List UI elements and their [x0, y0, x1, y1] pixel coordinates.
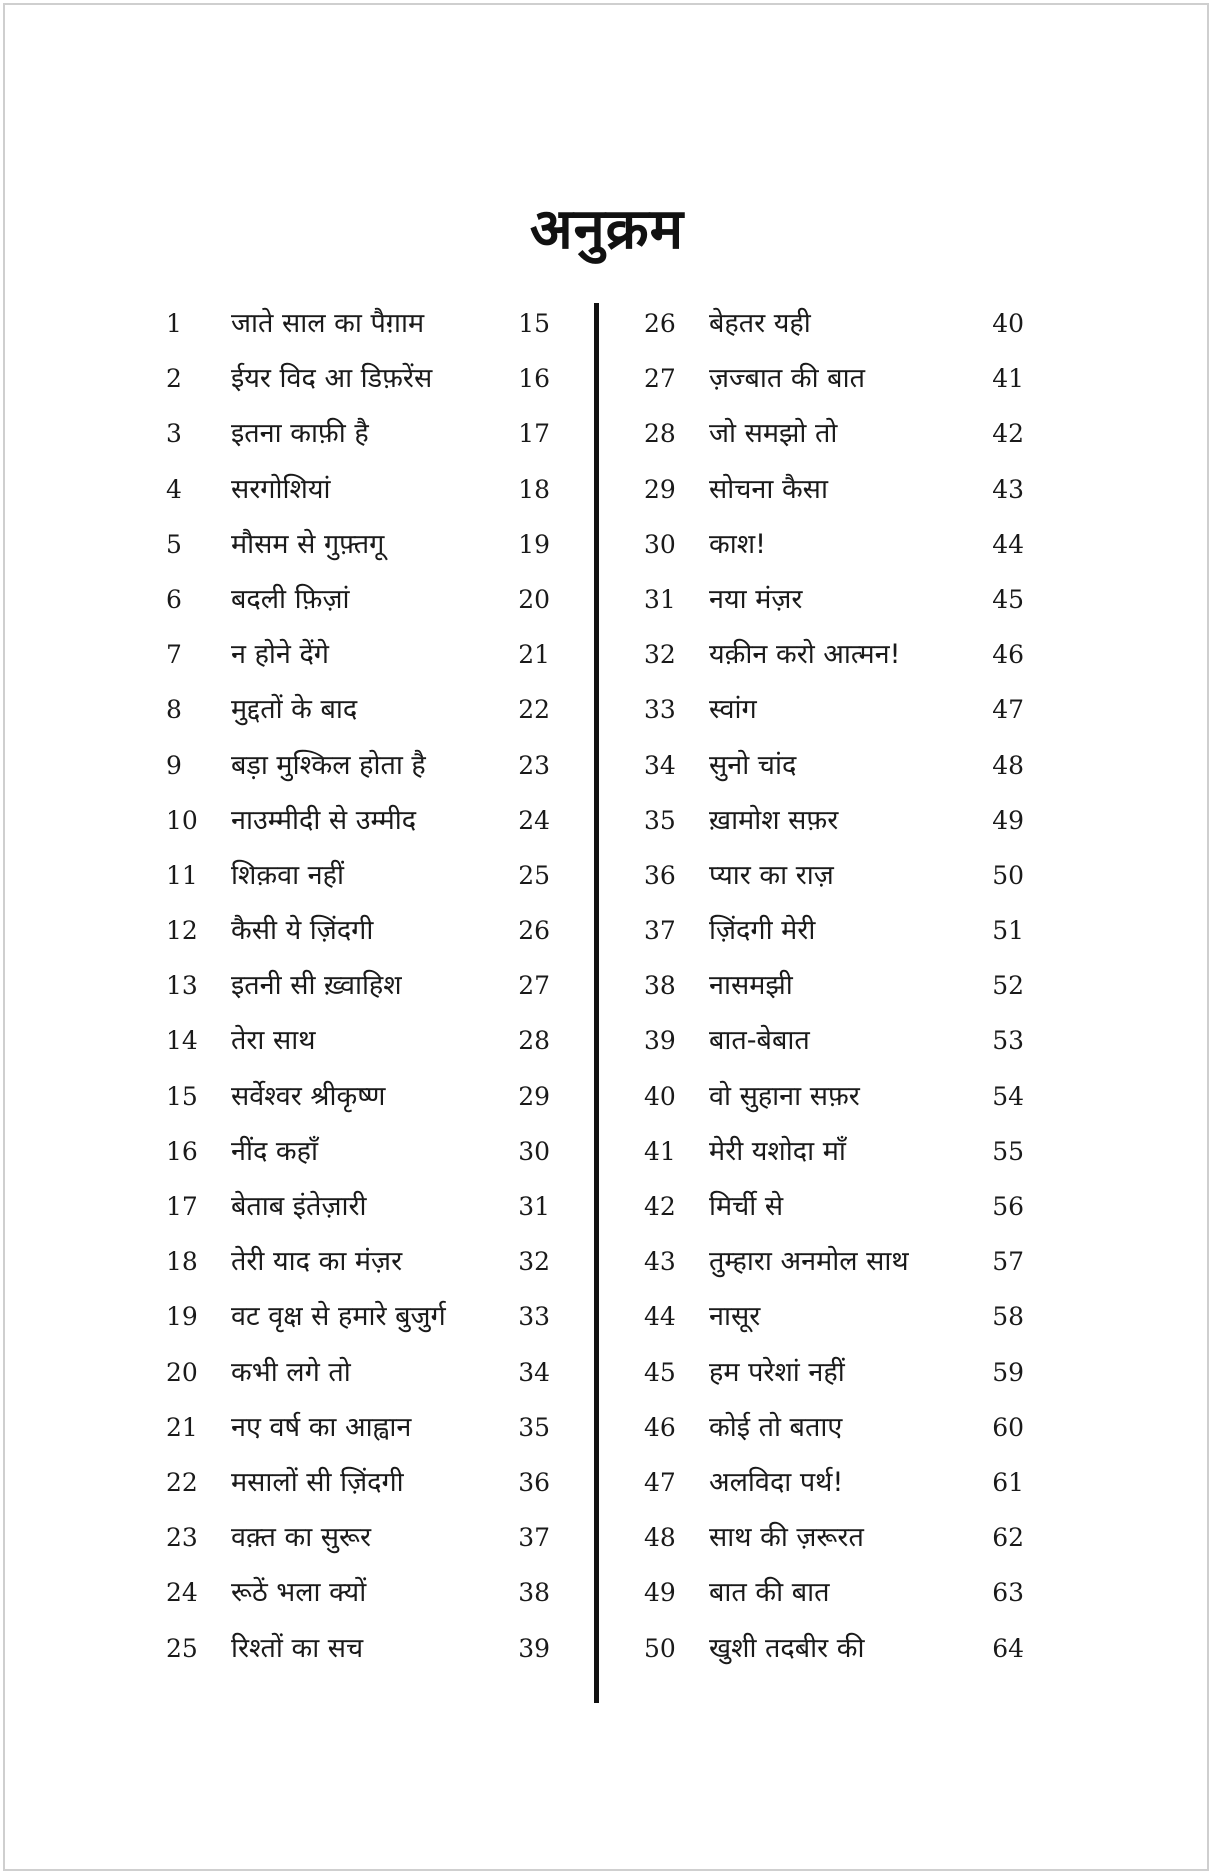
entry-number: 39	[644, 1026, 676, 1056]
entry-page-number: 63	[992, 1578, 1024, 1608]
column-divider	[594, 303, 599, 1703]
entry-title: यक़ीन करो आत्मन!	[709, 639, 901, 671]
entry-number: 16	[166, 1136, 198, 1166]
entry-title: तेरी याद का मंज़र	[231, 1246, 403, 1278]
toc-entry	[644, 302, 1030, 357]
entry-title: तेरा साथ	[231, 1025, 316, 1057]
entry-number: 6	[166, 584, 182, 614]
toc-entry	[166, 1240, 570, 1295]
toc-entry	[166, 468, 570, 523]
entry-number: 48	[644, 1523, 676, 1553]
entry-number: 1	[166, 309, 182, 338]
entry-number: 47	[644, 1467, 676, 1497]
entry-number: 49	[644, 1578, 676, 1608]
entry-number: 24	[166, 1578, 198, 1608]
entry-title: मौसम से गुफ़्तगू	[231, 528, 385, 560]
entry-number: 8	[166, 695, 182, 725]
toc-entry	[644, 1019, 1030, 1074]
entry-page-number: 17	[518, 419, 550, 449]
toc-entry	[644, 578, 1030, 633]
toc-entry	[644, 468, 1030, 523]
entry-number: 42	[644, 1192, 676, 1221]
entry-number: 44	[644, 1302, 676, 1332]
entry-title: जो समझो तो	[709, 418, 838, 450]
entry-number: 28	[644, 419, 676, 449]
entry-number: 17	[166, 1192, 198, 1221]
toc-entry	[644, 1240, 1030, 1295]
toc-entry	[166, 854, 570, 909]
entry-title: बेहतर यही	[709, 308, 811, 339]
entry-number: 45	[644, 1357, 676, 1387]
entry-title: रूठें भला क्यों	[231, 1577, 367, 1609]
toc-entry	[644, 357, 1030, 412]
toc-entry	[166, 523, 570, 578]
entry-title: बदली फ़िज़ां	[231, 583, 350, 615]
toc-entry	[166, 1295, 570, 1350]
entry-title: नए वर्ष का आह्वान	[231, 1411, 412, 1443]
entry-page-number: 29	[518, 1081, 550, 1111]
entry-number: 12	[166, 916, 198, 946]
entry-number: 7	[166, 640, 182, 670]
entry-number: 22	[166, 1467, 198, 1497]
entry-page-number: 59	[992, 1357, 1024, 1387]
entry-title: खुशी तदबीर की	[709, 1632, 865, 1664]
entry-number: 23	[166, 1523, 198, 1553]
entry-title: कोई तो बताए	[709, 1411, 843, 1443]
entry-number: 43	[644, 1247, 676, 1277]
toc-entry	[166, 799, 570, 854]
toc-left-column	[166, 302, 570, 1682]
entry-title: जाते साल का पैग़ाम	[231, 308, 425, 339]
entry-title: कभी लगे तो	[231, 1356, 351, 1388]
entry-title: सुनो चांद	[709, 749, 797, 781]
page-title: अनुक्रम	[529, 197, 685, 262]
entry-page-number: 64	[992, 1633, 1024, 1663]
toc-entry	[644, 1571, 1030, 1626]
entry-page-number: 62	[992, 1523, 1024, 1553]
entry-title: बात की बात	[709, 1577, 830, 1609]
entry-title: बेताब इंतेज़ारी	[231, 1191, 367, 1222]
entry-page-number: 50	[992, 860, 1024, 890]
entry-number: 14	[166, 1026, 198, 1056]
entry-page-number: 32	[518, 1247, 550, 1277]
toc-entry	[644, 1185, 1030, 1240]
entry-page-number: 30	[518, 1136, 550, 1166]
entry-number: 41	[644, 1136, 676, 1166]
toc-entry	[644, 633, 1030, 688]
entry-page-number: 51	[992, 916, 1024, 946]
entry-number: 5	[166, 529, 182, 559]
toc-entry	[166, 578, 570, 633]
toc-entry	[644, 1075, 1030, 1130]
entry-number: 25	[166, 1633, 198, 1663]
entry-page-number: 33	[518, 1302, 550, 1332]
entry-title: वट वृक्ष से हमारे बुजुर्ग	[231, 1301, 446, 1333]
entry-page-number: 60	[992, 1412, 1024, 1442]
toc-entry	[166, 633, 570, 688]
toc-entry	[166, 1130, 570, 1185]
toc-entry	[644, 1295, 1030, 1350]
entry-title: ज़िंदगी मेरी	[709, 915, 816, 947]
entry-number: 33	[644, 695, 676, 725]
entry-title: काश!	[709, 528, 766, 560]
entry-title: ईयर विद आ डिफ़रेंस	[231, 363, 433, 395]
toc-entry	[644, 688, 1030, 743]
toc-entry	[644, 1406, 1030, 1461]
entry-number: 19	[166, 1302, 198, 1332]
entry-number: 18	[166, 1247, 198, 1277]
entry-number: 50	[644, 1633, 676, 1663]
entry-title: बात-बेबात	[709, 1025, 810, 1057]
entry-title: साथ की ज़रूरत	[709, 1522, 864, 1554]
entry-page-number: 44	[992, 529, 1024, 559]
entry-page-number: 45	[992, 584, 1024, 614]
entry-page-number: 43	[992, 474, 1024, 504]
entry-title: शिक़वा नहीं	[231, 859, 344, 891]
entry-page-number: 39	[518, 1633, 550, 1663]
entry-page-number: 38	[518, 1578, 550, 1608]
toc-entry	[166, 357, 570, 412]
entry-page-number: 47	[992, 695, 1024, 725]
entry-title: नया मंज़र	[709, 583, 803, 615]
entry-page-number: 54	[992, 1081, 1024, 1111]
entry-page-number: 28	[518, 1026, 550, 1056]
entry-title: नासमझी	[709, 970, 793, 1002]
entry-number: 30	[644, 529, 676, 559]
entry-title: मुद्दतों के बाद	[231, 694, 358, 726]
entry-page-number: 15	[518, 309, 550, 338]
entry-number: 35	[644, 805, 676, 835]
entry-page-number: 35	[518, 1412, 550, 1442]
toc-entry	[166, 1075, 570, 1130]
entry-number: 10	[166, 805, 198, 835]
entry-page-number: 37	[518, 1523, 550, 1553]
entry-title: न होने देंगे	[231, 639, 330, 671]
entry-page-number: 16	[518, 364, 550, 394]
entry-title: बड़ा मुश्किल होता है	[231, 749, 426, 781]
entry-number: 29	[644, 474, 676, 504]
entry-page-number: 36	[518, 1467, 550, 1497]
entry-number: 3	[166, 419, 182, 449]
entry-title: रिश्तों का सच	[231, 1632, 364, 1664]
entry-number: 32	[644, 640, 676, 670]
entry-page-number: 34	[518, 1357, 550, 1387]
entry-title: नाउम्मीदी से उम्मीद	[231, 804, 417, 836]
entry-title: कैसी ये ज़िंदगी	[231, 915, 374, 947]
entry-number: 11	[166, 860, 198, 890]
entry-number: 38	[644, 971, 676, 1001]
entry-title: नींद कहाँ	[231, 1135, 318, 1167]
entry-page-number: 53	[992, 1026, 1024, 1056]
entry-title: अलविदा पर्थ!	[709, 1466, 844, 1498]
entry-page-number: 42	[992, 419, 1024, 449]
entry-title: ख़ामोश सफ़र	[709, 804, 839, 836]
entry-title: मेरी यशोदा माँ	[709, 1135, 846, 1167]
toc-entry	[644, 523, 1030, 578]
entry-number: 20	[166, 1357, 198, 1387]
entry-page-number: 41	[992, 364, 1024, 394]
entry-page-number: 57	[992, 1247, 1024, 1277]
entry-title: प्यार का राज़	[709, 859, 834, 891]
entry-number: 15	[166, 1081, 198, 1111]
entry-page-number: 19	[518, 529, 550, 559]
entry-number: 31	[644, 584, 676, 614]
entry-number: 26	[644, 309, 676, 338]
entry-page-number: 56	[992, 1192, 1024, 1221]
toc-entry	[166, 302, 570, 357]
entry-page-number: 27	[518, 971, 550, 1001]
entry-page-number: 52	[992, 971, 1024, 1001]
entry-title: इतना काफ़ी है	[231, 418, 369, 450]
toc-entry	[644, 1627, 1030, 1682]
entry-number: 34	[644, 750, 676, 780]
entry-page-number: 46	[992, 640, 1024, 670]
entry-title: इतनी सी ख़्वाहिश	[231, 970, 402, 1002]
toc-entry	[166, 1351, 570, 1406]
entry-title: सरगोशियां	[231, 473, 331, 505]
entry-page-number: 61	[992, 1467, 1024, 1497]
entry-title: नासूर	[709, 1301, 761, 1333]
entry-page-number: 22	[518, 695, 550, 725]
entry-page-number: 21	[518, 640, 550, 670]
entry-number: 2	[166, 364, 182, 394]
toc-entry	[166, 1185, 570, 1240]
entry-title: सर्वेश्वर श्रीकृष्ण	[231, 1080, 386, 1112]
entry-title: तुम्हारा अनमोल साथ	[709, 1246, 909, 1278]
entry-number: 4	[166, 474, 182, 504]
toc-entry	[166, 909, 570, 964]
entry-page-number: 31	[518, 1192, 550, 1221]
toc-entry	[644, 412, 1030, 467]
entry-title: वक़्त का सुरूर	[231, 1522, 372, 1554]
toc-entry	[644, 964, 1030, 1019]
entry-number: 37	[644, 916, 676, 946]
toc-entry	[644, 799, 1030, 854]
entry-title: स्वांग	[709, 694, 757, 726]
toc-entry	[644, 1516, 1030, 1571]
entry-number: 13	[166, 971, 198, 1001]
toc-entry	[166, 964, 570, 1019]
toc-entry	[166, 1019, 570, 1074]
entry-number: 21	[166, 1412, 198, 1442]
entry-page-number: 23	[518, 750, 550, 780]
toc-entry	[644, 1461, 1030, 1516]
entry-number: 40	[644, 1081, 676, 1111]
toc-entry	[644, 1351, 1030, 1406]
toc-right-column	[644, 302, 1030, 1682]
entry-page-number: 49	[992, 805, 1024, 835]
entry-title: सोचना कैसा	[709, 473, 828, 505]
entry-title: ज़ज्बात की बात	[709, 363, 865, 395]
entry-page-number: 24	[518, 805, 550, 835]
toc-entry	[166, 412, 570, 467]
toc-entry	[644, 909, 1030, 964]
entry-page-number: 55	[992, 1136, 1024, 1166]
entry-page-number: 25	[518, 860, 550, 890]
entry-title: हम परेशां नहीं	[709, 1356, 845, 1388]
entry-page-number: 40	[992, 309, 1024, 338]
toc-entry	[166, 1571, 570, 1626]
toc-entry	[644, 854, 1030, 909]
entry-number: 36	[644, 860, 676, 890]
toc-entry	[166, 1461, 570, 1516]
toc-entry	[166, 688, 570, 743]
toc-entry	[166, 1627, 570, 1682]
entry-number: 46	[644, 1412, 676, 1442]
entry-page-number: 48	[992, 750, 1024, 780]
toc-entry	[166, 744, 570, 799]
entry-page-number: 18	[518, 474, 550, 504]
entry-number: 9	[166, 750, 182, 780]
entry-page-number: 20	[518, 584, 550, 614]
toc-entry	[644, 744, 1030, 799]
toc-entry	[166, 1516, 570, 1571]
entry-page-number: 58	[992, 1302, 1024, 1332]
entry-title: मिर्ची से	[709, 1191, 784, 1222]
entry-page-number: 26	[518, 916, 550, 946]
entry-title: मसालों सी ज़िंदगी	[231, 1466, 404, 1498]
entry-number: 27	[644, 364, 676, 394]
toc-entry	[166, 1406, 570, 1461]
toc-entry	[644, 1130, 1030, 1185]
entry-title: वो सुहाना सफ़र	[709, 1080, 860, 1112]
